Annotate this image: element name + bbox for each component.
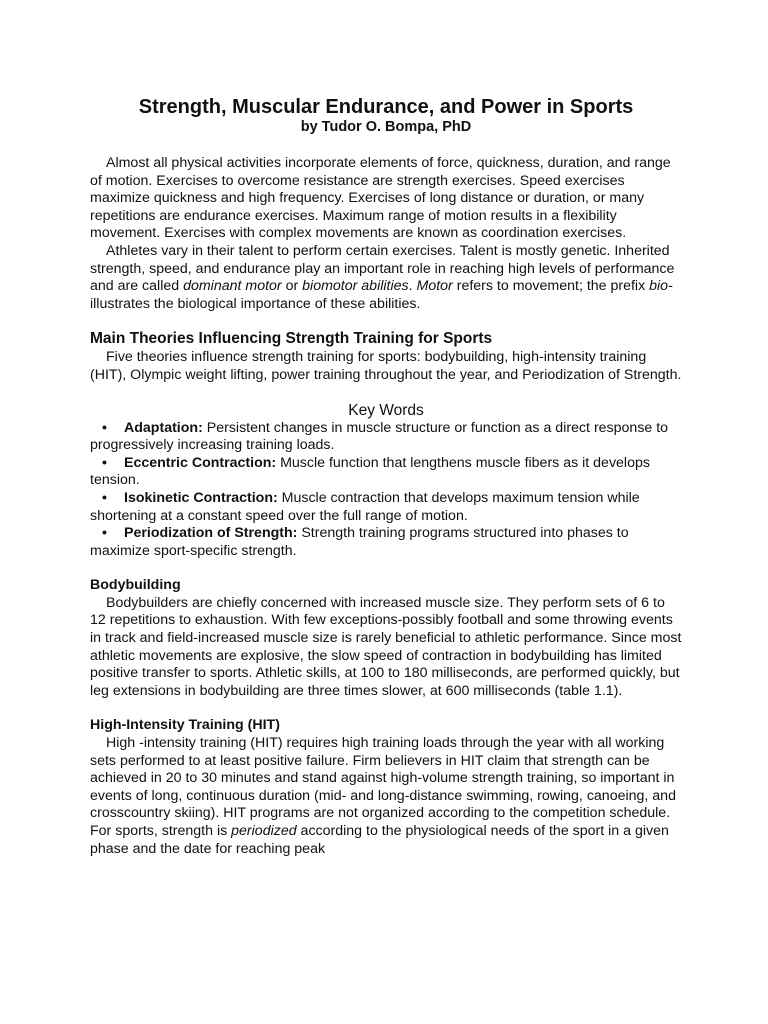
bullet-icon: • <box>102 454 107 471</box>
key-word-definition: Persistent changes in muscle structure or function as a direct response to progressively increasing training loads. <box>90 419 669 454</box>
key-word-item <box>90 455 682 490</box>
key-word-definition: Muscle function that lengthens muscle fibers as it develops tension. <box>90 454 650 489</box>
bullet-icon: • <box>102 489 107 506</box>
document-author: by Tudor O. Bompa, PhD <box>300 119 472 135</box>
key-word-term: Adaptation: <box>124 419 203 436</box>
bodybuilding-heading: Bodybuilding <box>90 577 181 594</box>
key-word-definition: Strength training programs structured into phases to maximize sport-specific strength. <box>90 525 629 559</box>
bullet-icon: • <box>102 419 107 436</box>
hit-heading: High-Intensity Training (HIT) <box>90 717 280 734</box>
theories-paragraph: Five theories influence strength training for sports: bodybuilding, high-intensity training (HIT), Olympic weight lifting, power training throughout the year, and Periodization of Strength. <box>90 349 682 383</box>
key-word-term: Periodization of Strength: <box>124 525 298 542</box>
key-words-list <box>90 420 682 561</box>
key-words-heading: Key Words <box>348 401 424 419</box>
bodybuilding-paragraph: Bodybuilders are chiefly concerned with increased muscle size. They perform sets of 6 to 12 repetitions to exhaustion. With few exceptions-possibly football and some throwing events in track and field-increased muscle size is rarely beneficial to athletic performance. Since most athletic movements are explosive, the slow speed of contraction in bodybuilding has limited positive transfer to sports. Athletic skills, at 100 to 180 milliseconds, are performed quickly, but leg extensions in bodybuilding are three times slower, at 600 milliseconds (table 1.1). <box>90 594 682 699</box>
intro-paragraph-1: Almost all physical activities incorporate elements of force, quickness, duration, and range of motion. Exercises to overcome resistance are strength exercises. Speed exercises maximize quickness and high frequency. Exercises of long distance or duration, or many repetitions are endurance exercises. Maximum range of motion results in a flexibility movement. Exercises with complex movements are known as coordination exercises. <box>90 155 671 242</box>
document-body <box>90 96 682 858</box>
key-word-item <box>90 525 682 560</box>
key-word-item <box>90 490 682 525</box>
intro-paragraph-2: Athletes vary in their talent to perform certain exercises. Talent is mostly genetic. Inherited strength, speed, and endurance play an important role in reaching high levels of performance and are called dominant motor or biomotor abilities. Motor refers to movement; the prefix bio- illustrates the biological importance of these abilities. <box>90 242 675 312</box>
document-title: Strength, Muscular Endurance, and Power in Sports <box>138 96 634 118</box>
key-word-term: Isokinetic Contraction: <box>124 489 278 506</box>
hit-paragraph: High -intensity training (HIT) requires high training loads through the year with all working sets performed to at least positive failure. Firm believers in HIT claim that strength can be achieved in 20 to 30 minutes and stand against high-volume strength training, so important in events of long, continuous duration (mid- and long-distance swimming, rowing, canoeing, and crosscountry skiing). HIT programs are not organized according to the competition schedule. For sports, strength is periodized according to the physiological needs of the sport in a given phase and the date for reaching peak <box>90 735 676 857</box>
key-word-definition: Muscle contraction that develops maximum tension while shortening at a constant speed over the full range of motion. <box>90 489 640 524</box>
key-word-term: Eccentric Contraction: <box>124 454 277 471</box>
theories-heading: Main Theories Influencing Strength Training for Sports <box>90 330 493 348</box>
bullet-icon: • <box>102 525 107 542</box>
key-word-item <box>90 420 682 455</box>
